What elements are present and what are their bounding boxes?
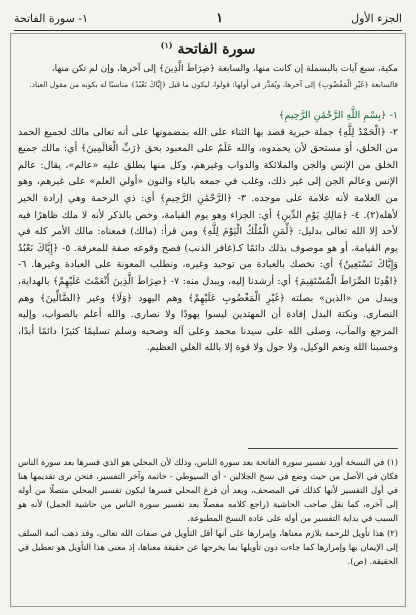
section-label: ١- سورة الفاتحة [14,11,88,25]
volume-label: الجزء الأول [351,11,402,25]
intro-text: مكية، سبع آيات بالبسملة إن كانت منها، والسابعة ﴿صِرَاطَ الَّذِينَ﴾ إلى آخرها، وإن لم تكن منها، [51,64,398,74]
verse-basmala: ١- ﴿بِسْمِ اللَّهِ الرَّحْمَٰنِ الرَّحِيمِ﴾ [278,110,398,121]
footnote-2: (٢) هذا تأويل للرحمة بلازم معناها، وإمرارها على أنها أقل التأويل في صفات الله تعالى، وقد ذهب أئمة السلف إلى الإيمان بها وإمرارها كما جاءت دون تأويلها بما يخرجها عن حقيقة معناها، إذ معنى هذا التأويل هو تعطيل في الحقيقة. (ص). [18,528,398,566]
intro-note: فالسابعة ﴿غَيْرِ الْمَغْضُوبِ﴾ إلى آخرها، ويُقدَّر في أولها: قولوا، ليكون ما قبل ﴿إِيَّاكَ نَعْبُدُ﴾ مناسبًا له بكونه من مقول العباد. [29,80,398,89]
running-header [14,6,402,31]
surah-title-text: سورة الفاتحة [177,41,256,58]
footnote-separator [248,448,398,449]
surah-title-footnote-marker: (١) [160,40,173,50]
surah-intro [18,62,398,92]
tafsir-body [18,108,398,357]
footnote-1: (١) في النسخة أورد تفسير سورة الفاتحة بعد سورة الناس، وذلك لأن المحلي هو الذي فسرها بعد سورة الناس فكان في الأصل من حيث وضع في نسخ الجلالين - أي السيوطي - خاتمة وآخر التفسير، فنحن نرى تقديمها هنا في أول التفسير لأنها كذلك في المصحف، وبعد أن فرغ المحلي فسرها ليكون تفسير المحلي متصلًا من أوله إلى آخره، كما نقل صاحب الحاشية (راجع كلامه مفصلًا بعد تفسير سورة الناس من حاشية الجمل) لأنه هو السبب في بداية التفسير من أوله على عادة النسخ المطبوعة. [18,457,398,523]
tafsir-paragraph: ٢- ﴿الْحَمْدُ لِلَّهِ﴾ جملة خبرية قصد بها الثناء على الله بمضمونها على أنه تعالى مالك لجميع الحمد من الخلق، أو مستحق لأن يحمدوه، والله عَلَمٌ على المعبود بحق ﴿رَبِّ الْعَالَمِينَ﴾ أي: مالك جميع الخلق من الإنس والجن والملائكة والدواب وغيرهم، وكل منها يطلق عليه «عالم»، يقال: عالم الإنس وعالم الجن إلى غير ذلك، وغلب في جمعه بالياء والنون «أولي العلم» على غيرهم، وهو من العلامة لأنه علامة على موجده. ٣- ﴿الرَّحْمَٰنِ الرَّحِيمِ﴾ أي: ذي الرحمة وهي إرادة الخير لأهله(٢). ٤- ﴿مَالِكِ يَوْمِ الدِّينِ﴾ أي: الجزاء وهو يوم القيامة، وخص بالذكر لأنه لا ملك ظاهرًا فيه لأحد إلا الله تعالى بدليل: ﴿لِّمَنِ الْمُلْكُ الْيَوْمَ لِلَّهِ﴾ ومن قرأ: (مالك) فمعناه: مالك الأمر كله في يوم القيامة، أو هو موصوف بذلك دائمًا كـ(غافر الذنب) فصح وقوعه صفة للمعرفة. ٥- ﴿إِيَّاكَ نَعْبُدُ وَإِيَّاكَ نَسْتَعِينُ﴾ أي: نخصك بالعبادة من توحيد وغيره، ونطلب المعونة على العبادة وغيرها. ٦- ﴿اهْدِنَا الصِّرَاطَ الْمُسْتَقِيمَ﴾ أي: أرشدنا إليه، ويبدل منه: ٧- ﴿صِرَاطَ الَّذِينَ أَنْعَمْتَ عَلَيْهِمْ﴾ بالهداية، ويبدل من «الذين» بصلته ﴿غَيْرِ الْمَغْضُوبِ عَلَيْهِمْ﴾ وهم اليهود ﴿وَلَا﴾ وغير ﴿الضَّالِّينَ﴾ وهم النصارى. ونكتة البدل إفادة أن المهتدين ليسوا يهودًا ولا نصارى. والله أعلم بالصواب، وإليه المرجع والمآب، وصلى الله على سيدنا محمد وعلى آله وصحبه وسلم تسليمًا كثيرًا دائمًا أبدًا، وحسبنا الله ونعم الوكيل، ولا حول ولا قوة إلا بالله العلي العظيم. [18,126,399,354]
page-number: ١ [216,10,224,26]
footnotes [18,455,398,569]
surah-title [0,40,416,58]
